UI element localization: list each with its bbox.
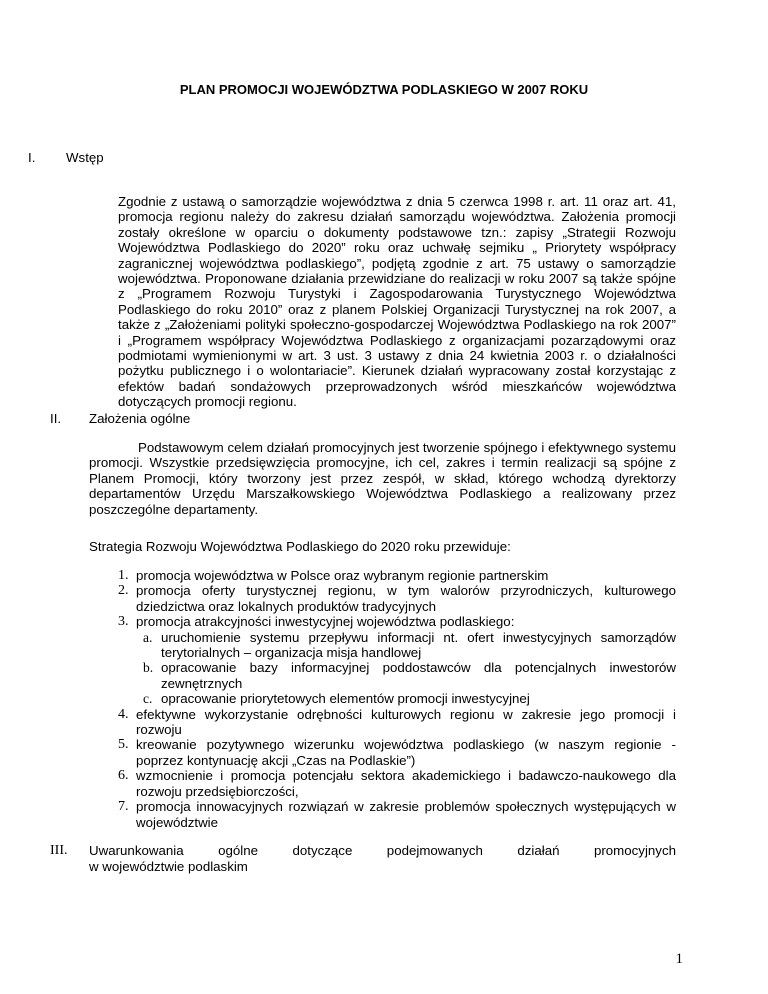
list-item-7: 7. promocja innowacyjnych rozwiązań w zakresie problemów społecznych występujących w województwie bbox=[118, 799, 676, 830]
page-title: PLAN PROMOCJI WOJEWÓDZTWA PODLASKIEGO W 2007 ROKU bbox=[179, 82, 589, 97]
section-3-numeral: III. bbox=[50, 843, 68, 858]
list-item-5: 5. kreowanie pozytywnego wizerunku województwa podlaskiego (w naszym regionie - poprzez kontynuację akcji „Czas na Podlaskie”) bbox=[118, 737, 676, 768]
list-item-3: 3. promocja atrakcyjności inwestycyjnej województwa podlaskiego: bbox=[118, 614, 515, 630]
list-item-2: 2. promocja oferty turystycznej regionu, w tym walorów przyrodniczych, kulturowego dziedzictwa oraz lokalnych produktów tradycyjnych bbox=[118, 583, 676, 614]
sub-item-c: c. opracowanie priorytetowych elementów promocji inwestycyjnej bbox=[143, 691, 530, 707]
section-1-numeral: I. bbox=[28, 150, 36, 165]
list-item-4: 4. efektywne wykorzystanie odrębności kulturowych regionu w zakresie jego promocji i rozwoju bbox=[118, 706, 676, 738]
section-1-heading: Wstęp bbox=[66, 150, 104, 165]
section-2-numeral: II. bbox=[50, 411, 62, 426]
section-2-intro: Strategia Rozwoju Województwa Podlaskiego do 2020 roku przewiduje: bbox=[89, 539, 511, 554]
sub-item-a: a. uruchomienie systemu przepływu informacji nt. ofert inwestycyjnych samorządów terytorialnych – organizacja misja handlowej bbox=[143, 629, 676, 661]
list-item-6: 6. wzmocnienie i promocja potencjału sektora akademickiego i badawczo-naukowego dla rozwoju przedsiębiorczości, bbox=[118, 768, 676, 799]
section-3-heading-cont: w województwie podlaskim bbox=[89, 859, 248, 874]
page-number: 1 bbox=[675, 951, 683, 967]
section-2-heading: Założenia ogólne bbox=[89, 411, 191, 426]
section-3-heading: Uwarunkowania ogólne dotyczące podejmowanych działań promocyjnych bbox=[89, 843, 676, 858]
section-2-paragraph: Podstawowym celem działań promocyjnych jest tworzenie spójnego i efektywnego systemu promocji. Wszystkie przedsięwzięcia promocyjne, ich cel, zakres i termin realizacji są spójne z Planem Promocji, który tworzony jest przez zespół, w skład, którego wchodzą dyrektorzy departamentów Urzędu Marszałkowskiego Województwa Podlaskiego a realizowany przez poszczególne departamenty. bbox=[89, 440, 676, 517]
strategy-list bbox=[118, 568, 676, 830]
section-1-paragraph: Zgodnie z ustawą o samorządzie województwa z dnia 5 czerwca 1998 r. art. 11 oraz art. 41, promocja regionu należy do zakresu działań samorządu województwa. Założenia promocji zostały określone w oparciu o dokumenty podstawowe tzn.: zapisy „Strategii Rozwoju Województwa Podlaskiego do 2020” roku oraz uchwałę sejmiku „ Priorytety współpracy zagranicznej województwa podlaskiego”, podjętą zgodnie z art. 75 ustawy o samorządzie województwa. Proponowane działania przewidziane do realizacji w roku 2007 są także spójne z „Programem Rozwoju Turystyki i Zagospodarowania Turystycznego Województwa Podlaskiego do roku 2010” oraz z planem Polskiej Organizacji Turystycznej na rok 2007, a także z „Założeniami polityki społeczno-gospodarczej Województwa Podlaskiego na rok 2007” i „Programem współpracy Województwa Podlaskiego z organizacjami pozarządowymi oraz podmiotami wymienionymi w art. 3 ust. 3 ustawy z dnia 24 kwietnia 2003 r. o działalności pożytku publicznego i o wolontariacie”. Kierunek działań wypracowany został korzystając z efektów badań sondażowych przeprowadzonych wśród mieszkańców województwa dotyczących promocji regionu. bbox=[118, 194, 676, 410]
list-item-1: 1. promocja województwa w Polsce oraz wybranym regionie partnerskim bbox=[118, 568, 549, 583]
sub-item-b: b. opracowanie bazy informacyjnej poddostawców dla potencjalnych inwestorów zewnętrznych bbox=[143, 660, 676, 691]
